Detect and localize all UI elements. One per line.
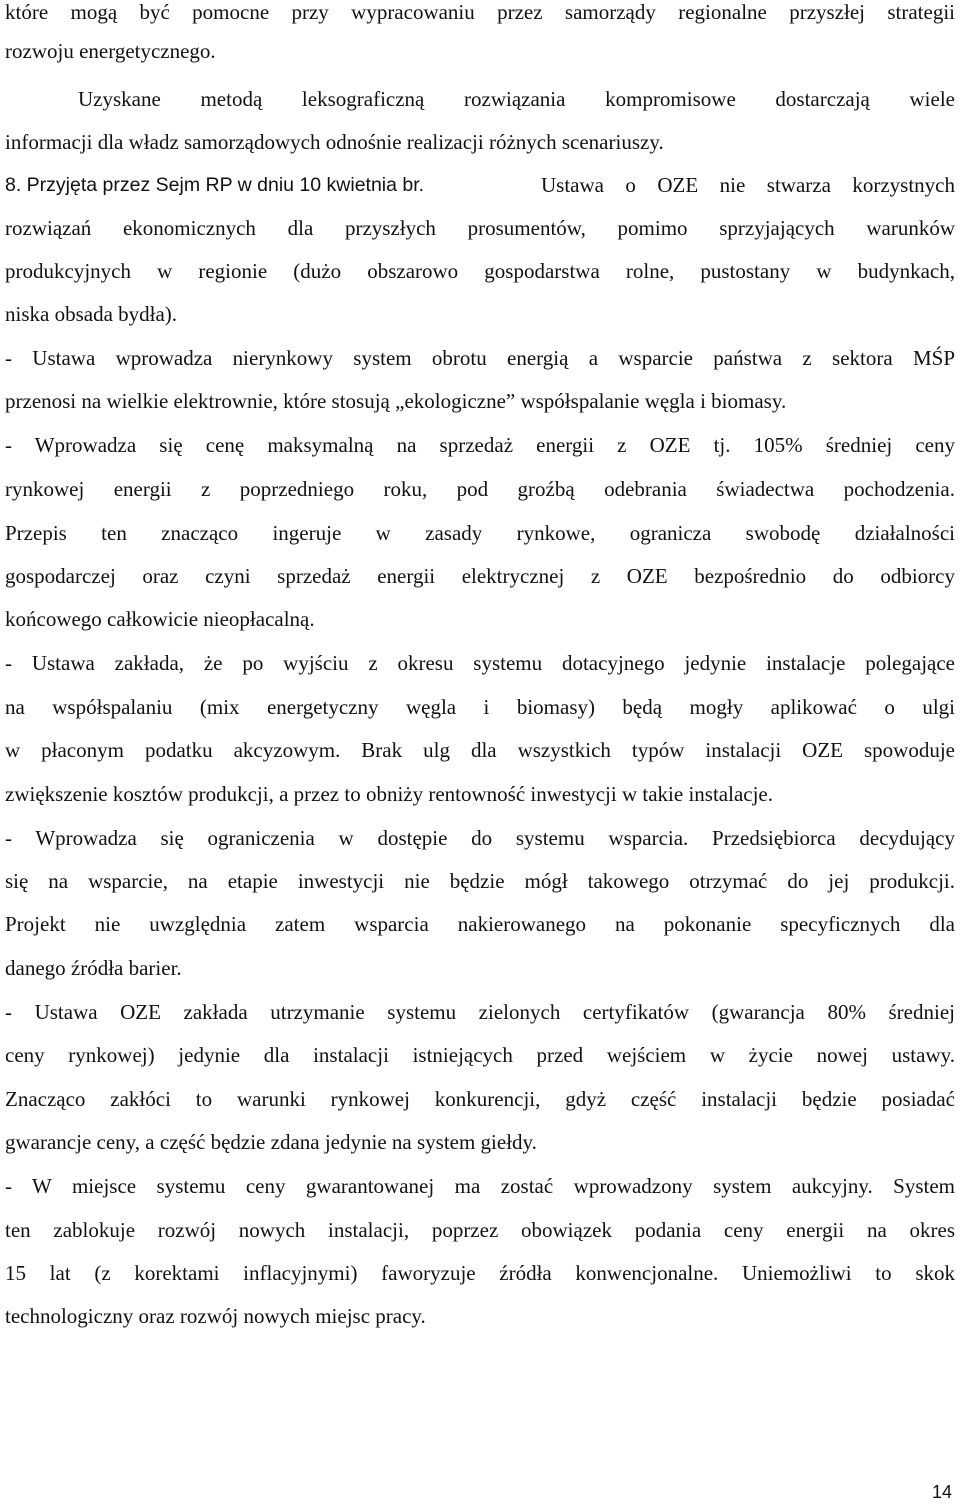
text-line: technologiczny oraz rozwój nowych miejsc pracy. bbox=[5, 1304, 426, 1328]
text-line: - Ustawa wprowadza nierynkowy system obrotu energią a wsparcie państwa z sektora MŚP bbox=[5, 346, 955, 370]
text-line: informacji dla władz samorządowych odnośnie realizacji różnych scenariuszy. bbox=[5, 130, 664, 154]
text-line: Uzyskane metodą leksograficzną rozwiązania kompromisowe dostarczają wiele bbox=[78, 87, 955, 111]
text-line: ceny rynkowej) jedynie dla instalacji istniejących przed wejściem w życie nowej ustawy. bbox=[5, 1043, 955, 1067]
text-line: Projekt nie uwzględnia zatem wsparcia nakierowanego na pokonanie specyficznych dla bbox=[5, 912, 955, 936]
text-line: końcowego całkowicie nieopłacalną. bbox=[5, 607, 315, 631]
text-line: Ustawa o OZE nie stwarza korzystnych bbox=[541, 173, 955, 197]
text-line: się na wsparcie, na etapie inwestycji nie będzie mógł takowego otrzymać do jej produkcji. bbox=[5, 869, 955, 893]
text-line: ten zablokuje rozwój nowych instalacji, poprzez obowiązek podania ceny energii na okres bbox=[5, 1218, 955, 1242]
text-line: zwiększenie kosztów produkcji, a przez to obniży rentowność inwestycji w takie instalacje. bbox=[5, 782, 773, 806]
text-line: - W miejsce systemu ceny gwarantowanej ma zostać wprowadzony system aukcyjny. System bbox=[5, 1174, 955, 1198]
text-line: niska obsada bydła). bbox=[5, 302, 178, 326]
text-line: - Wprowadza się cenę maksymalną na sprzedaż energii z OZE tj. 105% średniej ceny bbox=[5, 433, 955, 457]
text-line: rozwiązań ekonomicznych dla przyszłych prosumentów, pomimo sprzyjających warunków bbox=[5, 216, 955, 240]
text-line: na współspalaniu (mix energetyczny węgla i biomasy) będą mogły aplikować o ulgi bbox=[5, 695, 955, 719]
section-heading: 8. Przyjęta przez Sejm RP w dniu 10 kwietnia br. bbox=[5, 174, 425, 196]
page-number: 14 bbox=[931, 1482, 952, 1502]
text-line: produkcyjnych w regionie (dużo obszarowo gospodarstwa rolne, pustostany w budynkach, bbox=[5, 259, 955, 283]
text-line: danego źródła barier. bbox=[5, 956, 182, 980]
text-line: w płaconym podatku akcyzowym. Brak ulg dla wszystkich typów instalacji OZE spowoduje bbox=[5, 738, 955, 762]
text-line: Znacząco zakłóci to warunki rynkowej konkurencji, gdyż część instalacji będzie posiadać bbox=[5, 1087, 955, 1111]
text-line: - Wprowadza się ograniczenia w dostępie do systemu wsparcia. Przedsiębiorca decydujący bbox=[5, 826, 955, 850]
text-line: które mogą być pomocne przy wypracowaniu przez samorządy regionalne przyszłej strategii bbox=[5, 0, 955, 24]
text-line: rynkowej energii z poprzedniego roku, pod groźbą odebrania świadectwa pochodzenia. bbox=[5, 477, 955, 501]
text-line: Przepis ten znacząco ingeruje w zasady rynkowe, ogranicza swobodę działalności bbox=[5, 521, 955, 545]
text-line: 15 lat (z korektami inflacyjnymi) faworyzuje źródła konwencjonalne. Uniemożliwi to skok bbox=[5, 1261, 955, 1285]
text-line: - Ustawa OZE zakłada utrzymanie systemu zielonych certyfikatów (gwarancja 80% średniej bbox=[5, 1000, 955, 1024]
text-line: - Ustawa zakłada, że po wyjściu z okresu systemu dotacyjnego jedynie instalacje polegające bbox=[5, 651, 955, 675]
text-line: rozwoju energetycznego. bbox=[5, 39, 216, 63]
text-line: przenosi na wielkie elektrownie, które stosują „ekologiczne” współspalanie węgla i biomasy. bbox=[5, 389, 787, 413]
text-line: gospodarczej oraz czyni sprzedaż energii elektrycznej z OZE bezpośrednio do odbiorcy bbox=[5, 564, 955, 588]
text-line: gwarancje ceny, a część będzie zdana jedynie na system giełdy. bbox=[5, 1130, 537, 1154]
